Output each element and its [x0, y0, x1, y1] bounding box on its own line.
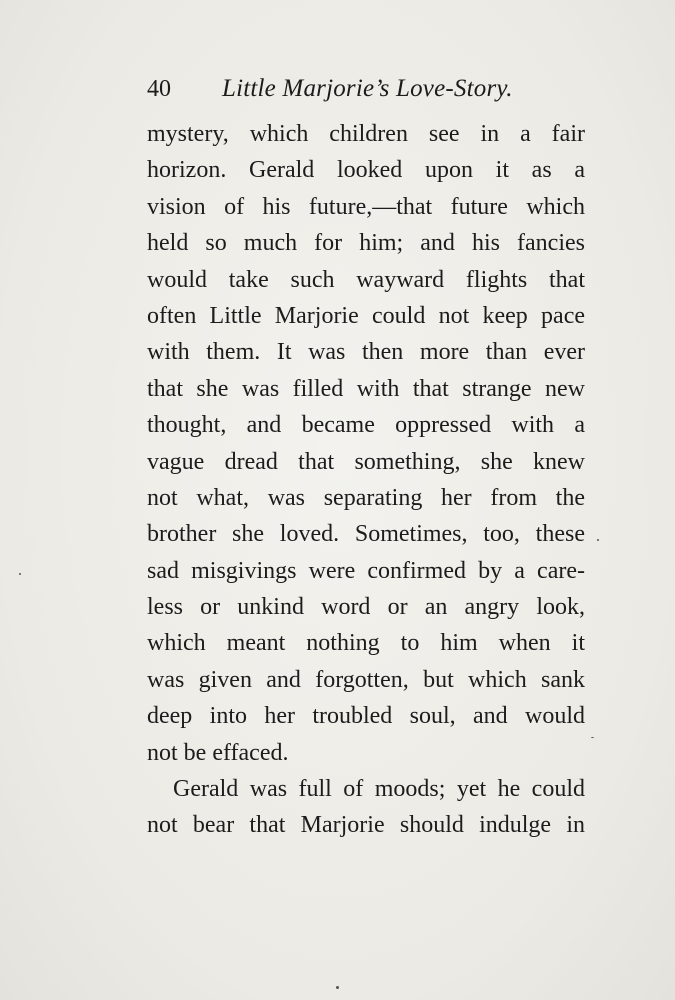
- text-line: mystery, which children see in a fair: [147, 121, 585, 147]
- page-number: 40: [147, 76, 171, 102]
- text-line: would take such wayward flights that: [147, 266, 585, 293]
- text-line: sad misgivings were confirmed by a care-: [147, 557, 585, 584]
- paper-speck: [336, 986, 339, 989]
- text-line: less or unkind word or an angry look,: [147, 594, 585, 621]
- text-line: often Little Marjorie could not keep pace: [147, 302, 585, 329]
- paper-speck: [597, 539, 599, 541]
- running-title: Little Marjorie’s Love-Story.: [222, 75, 513, 102]
- text-line: that she was filled with that strange new: [147, 375, 585, 402]
- text-line: which meant nothing to him when it: [147, 630, 585, 657]
- text-line: was given and forgotten, but which sank: [147, 666, 585, 693]
- text-line: thought, and became oppressed with a: [147, 412, 585, 439]
- text-line: with them. It was then more than ever: [147, 339, 585, 366]
- text-line: held so much for him; and his fancies: [147, 230, 585, 257]
- text-line: not be effaced.: [147, 739, 289, 766]
- text-line: deep into her troubled soul, and would: [147, 703, 585, 730]
- text-line: Gerald was full of moods; yet he could: [173, 776, 585, 803]
- text-line: not what, was separating her from the: [147, 484, 585, 511]
- text-line: vision of his future,—that future which: [147, 193, 585, 220]
- paper-speck: [591, 737, 594, 738]
- paragraph-1: [147, 116, 585, 771]
- text-line: horizon. Gerald looked upon it as a: [147, 157, 585, 184]
- body-text: [147, 116, 585, 844]
- paper-speck: [19, 573, 21, 575]
- text-line: brother she loved. Sometimes, too, these: [147, 521, 585, 548]
- paragraph-2: [147, 771, 585, 844]
- running-header: [147, 72, 587, 106]
- text-line: vague dread that something, she knew: [147, 448, 585, 475]
- text-line: not bear that Marjorie should indulge in: [147, 812, 585, 839]
